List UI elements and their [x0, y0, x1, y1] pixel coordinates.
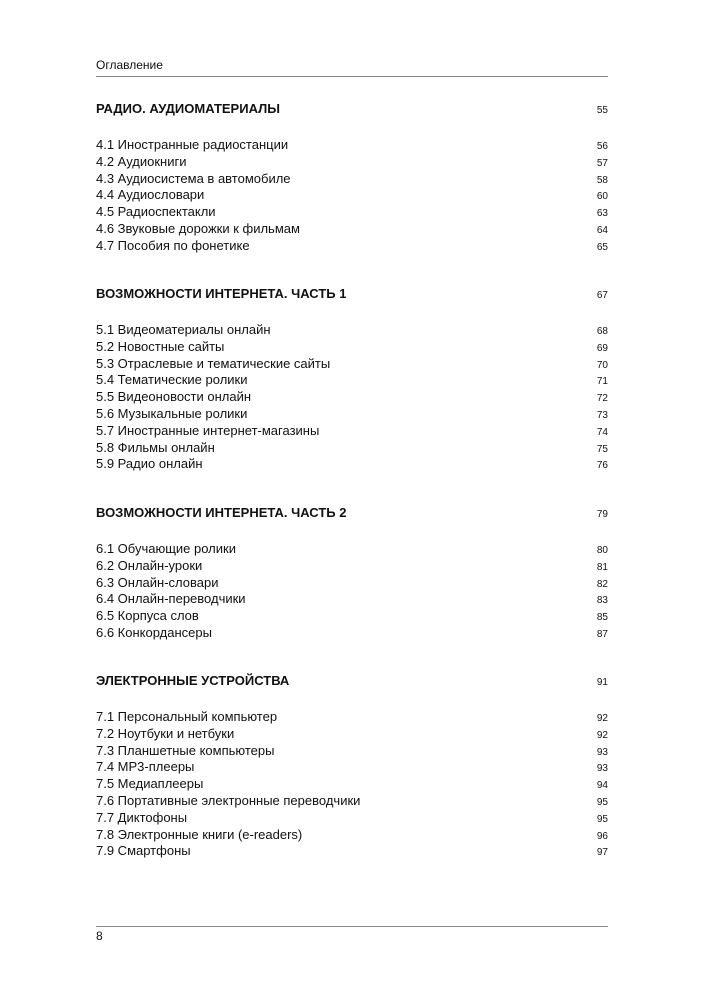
toc-item-label: 5.5 Видеоновости онлайн	[96, 389, 252, 405]
toc-item-page: 93	[596, 763, 608, 775]
page-number: 8	[96, 929, 103, 943]
section-title: ЭЛЕКТРОННЫЕ УСТРОЙСТВА	[96, 673, 290, 688]
toc-item-list	[96, 709, 608, 860]
toc-item[interactable]	[96, 541, 608, 558]
toc-section-internet-2	[96, 505, 608, 642]
section-heading[interactable]	[96, 101, 608, 121]
toc-item-label: 4.3 Аудиосистема в автомобиле	[96, 170, 291, 186]
toc-item-page: 80	[596, 545, 608, 556]
toc-item-label: 7.1 Персональный компьютер	[96, 709, 278, 724]
toc-section-devices	[96, 673, 608, 860]
toc-item-label: 6.2 Онлайн-уроки	[96, 557, 203, 573]
toc-item-page: 95	[596, 813, 608, 825]
toc-item-label: 4.1 Иностранные радиостанции	[96, 137, 289, 152]
toc-item-label: 7.8 Электронные книги (e-readers)	[96, 826, 303, 842]
toc-item-page: 94	[596, 780, 608, 792]
toc-section-radio	[96, 101, 608, 255]
toc-item-page: 87	[596, 628, 608, 640]
toc-item-label: 6.4 Онлайн-переводчики	[96, 591, 246, 607]
toc-item-label: 7.3 Планшетные компьютеры	[96, 742, 275, 758]
toc-item-label: 7.2 Ноутбуки и нетбуки	[96, 725, 235, 741]
toc-item[interactable]	[96, 137, 608, 154]
toc-item[interactable]	[96, 558, 608, 575]
toc-item-list	[96, 322, 608, 473]
toc-item[interactable]	[96, 238, 608, 255]
toc-item[interactable]	[96, 709, 608, 726]
toc-item[interactable]	[96, 843, 608, 860]
toc-item[interactable]	[96, 810, 608, 827]
toc-item[interactable]	[96, 440, 608, 457]
toc-item[interactable]	[96, 423, 608, 440]
toc-item-label: 4.2 Аудиокниги	[96, 153, 187, 169]
toc-item[interactable]	[96, 759, 608, 776]
toc-item[interactable]	[96, 608, 608, 625]
toc-item[interactable]	[96, 221, 608, 238]
toc-item-page: 95	[596, 796, 608, 808]
section-page: 67	[596, 290, 608, 301]
toc-item-page: 63	[596, 208, 608, 220]
toc-item-page: 70	[596, 359, 608, 371]
toc-item-label: 6.5 Корпуса слов	[96, 608, 199, 624]
toc-item-label: 6.6 Конкордансеры	[96, 624, 212, 640]
toc-item-page: 64	[596, 224, 608, 236]
toc-item-page: 60	[596, 191, 608, 203]
toc-item-label: 5.9 Радио онлайн	[96, 456, 203, 472]
toc-item-list	[96, 541, 608, 642]
toc-item-page: 57	[596, 157, 608, 169]
section-title: ВОЗМОЖНОСТИ ИНТЕРНЕТА. ЧАСТЬ 2	[96, 505, 347, 520]
toc-item-page: 74	[596, 426, 608, 438]
toc-item[interactable]	[96, 322, 608, 339]
toc-section-internet-1	[96, 286, 608, 473]
toc-item-label: 5.3 Отраслевые и тематические сайты	[96, 355, 331, 371]
section-page: 91	[596, 677, 608, 688]
running-header	[96, 58, 608, 77]
toc-item[interactable]	[96, 591, 608, 608]
toc-item[interactable]	[96, 356, 608, 373]
toc-item-label: 6.3 Онлайн-словари	[96, 574, 219, 590]
toc-item[interactable]	[96, 339, 608, 356]
toc-item-label: 5.4 Тематические ролики	[96, 372, 248, 388]
toc-item[interactable]	[96, 187, 608, 204]
toc-item-page: 72	[596, 393, 608, 405]
toc-item-page: 65	[596, 241, 608, 253]
toc-item[interactable]	[96, 171, 608, 188]
header-title: Оглавление	[96, 58, 163, 72]
toc-item-label: 7.5 Медиаплееры	[96, 776, 204, 792]
toc-item-page: 71	[596, 376, 608, 388]
toc-item[interactable]	[96, 793, 608, 810]
toc-item-label: 7.7 Диктофоны	[96, 809, 188, 825]
toc-item[interactable]	[96, 154, 608, 171]
toc-item[interactable]	[96, 372, 608, 389]
toc-item-label: 4.7 Пособия по фонетике	[96, 237, 250, 253]
toc-item-page: 68	[596, 326, 608, 337]
toc-item-label: 7.9 Смартфоны	[96, 843, 191, 859]
toc-item-label: 5.2 Новостные сайты	[96, 338, 225, 354]
toc-item-label: 4.4 Аудиословари	[96, 187, 205, 203]
toc-item-page: 69	[596, 342, 608, 354]
toc-item-label: 5.7 Иностранные интернет-магазины	[96, 422, 320, 438]
toc-item-page: 93	[596, 746, 608, 758]
toc-item-page: 83	[596, 595, 608, 607]
toc-item[interactable]	[96, 406, 608, 423]
toc-item[interactable]	[96, 776, 608, 793]
toc-item-page: 75	[596, 443, 608, 455]
toc-item-page: 96	[596, 830, 608, 842]
section-heading[interactable]	[96, 673, 608, 693]
toc-item[interactable]	[96, 389, 608, 406]
toc-item-page: 81	[596, 561, 608, 573]
toc-item-page: 92	[596, 713, 608, 724]
toc-item-label: 7.6 Портативные электронные переводчики	[96, 792, 361, 808]
toc-item-page: 85	[596, 612, 608, 624]
toc-item[interactable]	[96, 726, 608, 743]
toc-item[interactable]	[96, 575, 608, 592]
toc-item[interactable]	[96, 625, 608, 642]
toc-item-page: 58	[596, 174, 608, 186]
toc-item[interactable]	[96, 456, 608, 473]
section-title: РАДИО. АУДИОМАТЕРИАЛЫ	[96, 101, 280, 116]
section-heading[interactable]	[96, 505, 608, 525]
toc-item-label: 4.5 Радиоспектакли	[96, 204, 216, 220]
toc-item-label: 7.4 MP3-плееры	[96, 759, 195, 775]
toc-item[interactable]	[96, 204, 608, 221]
toc-item-page: 73	[596, 409, 608, 421]
toc-item-label: 6.1 Обучающие ролики	[96, 541, 236, 556]
section-title: ВОЗМОЖНОСТИ ИНТЕРНЕТА. ЧАСТЬ 1	[96, 286, 347, 301]
toc-item-page: 76	[596, 460, 608, 472]
toc-item-page: 82	[596, 578, 608, 590]
section-page: 79	[596, 509, 608, 520]
toc-item[interactable]	[96, 743, 608, 760]
toc-item[interactable]	[96, 827, 608, 844]
section-page: 55	[596, 105, 608, 116]
toc-item-page: 56	[596, 141, 608, 152]
page-footer	[96, 926, 608, 943]
toc-item-label: 5.1 Видеоматериалы онлайн	[96, 322, 271, 337]
toc-item-page: 97	[596, 847, 608, 859]
section-heading[interactable]	[96, 286, 608, 306]
toc-item-page: 92	[596, 729, 608, 741]
toc-item-label: 4.6 Звуковые дорожки к фильмам	[96, 220, 300, 236]
toc-item-label: 5.6 Музыкальные ролики	[96, 405, 248, 421]
toc-item-label: 5.8 Фильмы онлайн	[96, 439, 215, 455]
toc-item-list	[96, 137, 608, 255]
